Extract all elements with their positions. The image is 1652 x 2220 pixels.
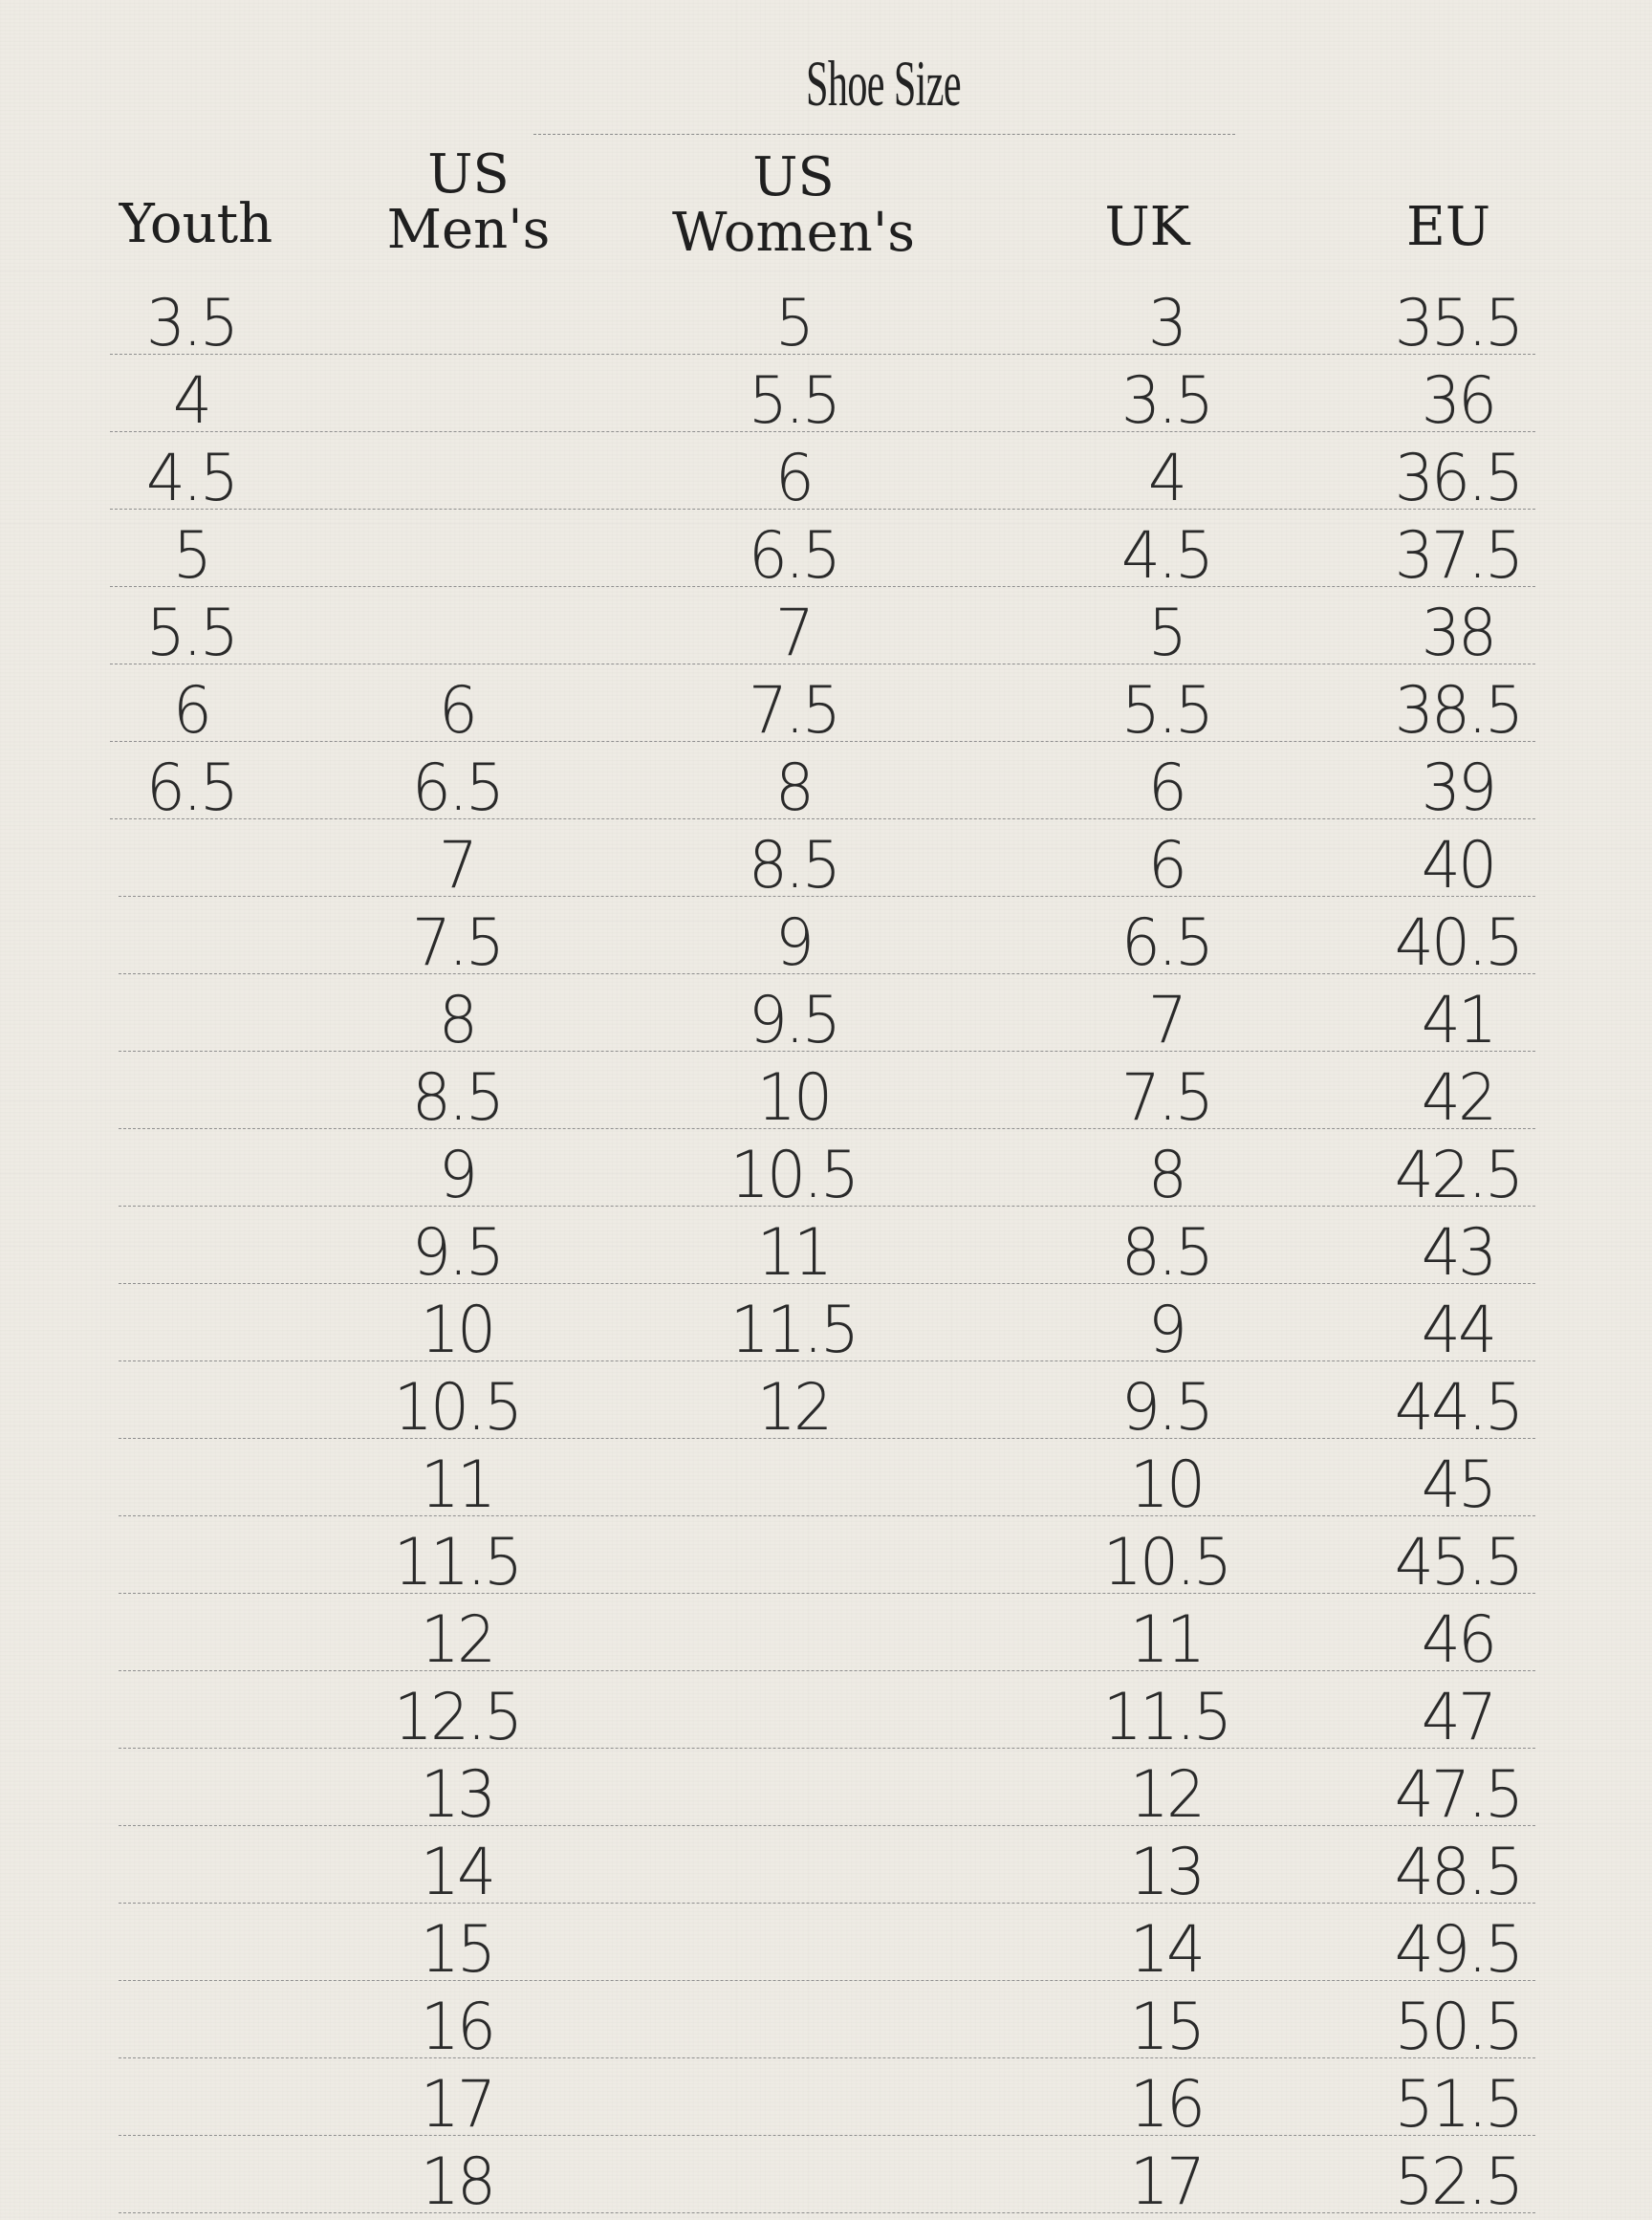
header-youth-line-1: Youth bbox=[119, 193, 273, 255]
page-title: Shoe Size bbox=[806, 47, 961, 120]
size-cell-youth: 6.5 bbox=[145, 751, 237, 826]
row-divider bbox=[119, 1593, 1535, 1594]
size-cell-eu: 37.5 bbox=[1394, 518, 1522, 594]
size-cell-eu: 44 bbox=[1421, 1293, 1495, 1368]
size-cell-youth: 4 bbox=[172, 363, 210, 439]
size-cell-us-womens: 7.5 bbox=[748, 673, 839, 749]
size-cell-eu: 47.5 bbox=[1394, 1757, 1522, 1833]
size-cell-uk: 16 bbox=[1129, 2067, 1204, 2143]
header-eu bbox=[1377, 196, 1520, 258]
size-cell-us-mens: 17 bbox=[420, 2067, 494, 2143]
size-cell-us-womens: 8 bbox=[774, 751, 813, 826]
size-cell-uk: 13 bbox=[1129, 1835, 1204, 1910]
row-divider bbox=[119, 1748, 1535, 1749]
size-cell-us-mens: 11 bbox=[420, 1447, 494, 1523]
size-cell-uk: 7.5 bbox=[1120, 1060, 1212, 1136]
size-cell-us-mens: 10.5 bbox=[393, 1370, 521, 1446]
row-divider bbox=[119, 2212, 1535, 2213]
size-cell-uk: 10 bbox=[1129, 1447, 1204, 1523]
size-cell-us-mens: 12 bbox=[420, 1602, 494, 1678]
size-cell-us-mens: 11.5 bbox=[393, 1525, 521, 1600]
row-divider bbox=[119, 2057, 1535, 2058]
size-cell-us-womens: 11.5 bbox=[729, 1293, 858, 1368]
size-cell-uk: 3 bbox=[1147, 286, 1185, 361]
size-cell-eu: 52.5 bbox=[1394, 2144, 1522, 2220]
header-us-womens-line-2: Women's bbox=[672, 202, 915, 264]
size-cell-eu: 40.5 bbox=[1394, 905, 1522, 981]
header-us-mens bbox=[373, 143, 564, 261]
size-cell-us-womens: 5.5 bbox=[748, 363, 839, 439]
size-cell-us-mens: 6 bbox=[438, 673, 476, 749]
size-cell-uk: 6 bbox=[1147, 828, 1185, 903]
size-cell-uk: 17 bbox=[1129, 2144, 1204, 2220]
size-cell-uk: 12 bbox=[1129, 1757, 1204, 1833]
row-divider bbox=[119, 2135, 1535, 2136]
size-cell-eu: 36.5 bbox=[1394, 441, 1522, 516]
size-cell-eu: 42.5 bbox=[1394, 1138, 1522, 1213]
size-cell-eu: 49.5 bbox=[1394, 1912, 1522, 1988]
size-cell-eu: 35.5 bbox=[1394, 286, 1522, 361]
size-cell-us-womens: 6 bbox=[774, 441, 813, 516]
size-cell-uk: 9.5 bbox=[1120, 1370, 1212, 1446]
size-cell-us-womens: 5 bbox=[774, 286, 813, 361]
size-cell-eu: 50.5 bbox=[1394, 1990, 1522, 2065]
size-cell-uk: 3.5 bbox=[1120, 363, 1212, 439]
size-cell-us-mens: 9 bbox=[438, 1138, 476, 1213]
size-cell-uk: 6.5 bbox=[1120, 905, 1212, 981]
size-cell-eu: 41 bbox=[1421, 983, 1495, 1058]
row-divider bbox=[119, 1980, 1535, 1981]
size-cell-eu: 44.5 bbox=[1394, 1370, 1522, 1446]
size-cell-uk: 10.5 bbox=[1102, 1525, 1230, 1600]
size-cell-us-mens: 14 bbox=[420, 1835, 494, 1910]
size-cell-eu: 42 bbox=[1421, 1060, 1495, 1136]
size-cell-eu: 45 bbox=[1421, 1447, 1495, 1523]
size-cell-uk: 15 bbox=[1129, 1990, 1204, 2065]
size-cell-youth: 5 bbox=[172, 518, 210, 594]
size-cell-us-mens: 15 bbox=[420, 1912, 494, 1988]
size-cell-us-womens: 7 bbox=[774, 596, 813, 671]
size-cell-eu: 47 bbox=[1421, 1680, 1495, 1755]
header-uk bbox=[1071, 196, 1224, 258]
size-cell-us-mens: 8.5 bbox=[411, 1060, 503, 1136]
header-us-womens bbox=[650, 146, 937, 264]
size-cell-uk: 11.5 bbox=[1102, 1680, 1230, 1755]
size-cell-us-mens: 12.5 bbox=[393, 1680, 521, 1755]
header-youth bbox=[105, 193, 287, 255]
size-cell-youth: 4.5 bbox=[145, 441, 237, 516]
size-cell-youth: 3.5 bbox=[145, 286, 237, 361]
size-cell-us-womens: 10 bbox=[756, 1060, 831, 1136]
size-cell-us-mens: 6.5 bbox=[411, 751, 503, 826]
row-divider bbox=[119, 1515, 1535, 1516]
size-cell-eu: 46 bbox=[1421, 1602, 1495, 1678]
size-cell-eu: 38.5 bbox=[1394, 673, 1522, 749]
row-divider bbox=[119, 1670, 1535, 1671]
title-divider bbox=[533, 134, 1235, 135]
size-cell-uk: 4.5 bbox=[1120, 518, 1212, 594]
size-cell-uk: 8.5 bbox=[1120, 1215, 1212, 1291]
size-cell-us-mens: 18 bbox=[420, 2144, 494, 2220]
size-cell-us-mens: 13 bbox=[420, 1757, 494, 1833]
header-eu-line-1: EU bbox=[1405, 196, 1491, 258]
row-divider bbox=[119, 1903, 1535, 1904]
size-cell-eu: 48.5 bbox=[1394, 1835, 1522, 1910]
size-cell-us-womens: 9.5 bbox=[748, 983, 839, 1058]
size-cell-us-womens: 8.5 bbox=[748, 828, 839, 903]
size-cell-us-mens: 16 bbox=[420, 1990, 494, 2065]
size-cell-eu: 38 bbox=[1421, 596, 1495, 671]
size-cell-eu: 43 bbox=[1421, 1215, 1495, 1291]
size-cell-eu: 51.5 bbox=[1394, 2067, 1522, 2143]
size-cell-uk: 4 bbox=[1147, 441, 1185, 516]
size-cell-us-womens: 9 bbox=[774, 905, 813, 981]
size-cell-youth: 6 bbox=[172, 673, 210, 749]
size-cell-uk: 8 bbox=[1147, 1138, 1185, 1213]
size-cell-uk: 5 bbox=[1147, 596, 1185, 671]
size-cell-us-mens: 9.5 bbox=[411, 1215, 503, 1291]
size-cell-us-mens: 7 bbox=[438, 828, 476, 903]
size-cell-us-womens: 10.5 bbox=[729, 1138, 858, 1213]
header-us-mens-line-1: US bbox=[427, 143, 510, 206]
header-uk-line-1: UK bbox=[1104, 196, 1190, 258]
header-us-mens-line-2: Men's bbox=[386, 199, 551, 261]
size-cell-us-mens: 10 bbox=[420, 1293, 494, 1368]
size-cell-us-mens: 7.5 bbox=[411, 905, 503, 981]
size-cell-uk: 9 bbox=[1147, 1293, 1185, 1368]
size-cell-us-womens: 11 bbox=[756, 1215, 831, 1291]
size-cell-uk: 6 bbox=[1147, 751, 1185, 826]
size-cell-eu: 45.5 bbox=[1394, 1525, 1522, 1600]
size-cell-us-womens: 12 bbox=[756, 1370, 831, 1446]
size-cell-uk: 7 bbox=[1147, 983, 1185, 1058]
size-cell-us-womens: 6.5 bbox=[748, 518, 839, 594]
size-cell-us-mens: 8 bbox=[438, 983, 476, 1058]
size-cell-uk: 5.5 bbox=[1120, 673, 1212, 749]
size-cell-eu: 39 bbox=[1421, 751, 1495, 826]
header-us-womens-line-1: US bbox=[752, 146, 835, 208]
size-cell-youth: 5.5 bbox=[145, 596, 237, 671]
size-cell-eu: 40 bbox=[1421, 828, 1495, 903]
size-cell-uk: 11 bbox=[1129, 1602, 1204, 1678]
size-cell-eu: 36 bbox=[1421, 363, 1495, 439]
size-cell-uk: 14 bbox=[1129, 1912, 1204, 1988]
row-divider bbox=[119, 1825, 1535, 1826]
